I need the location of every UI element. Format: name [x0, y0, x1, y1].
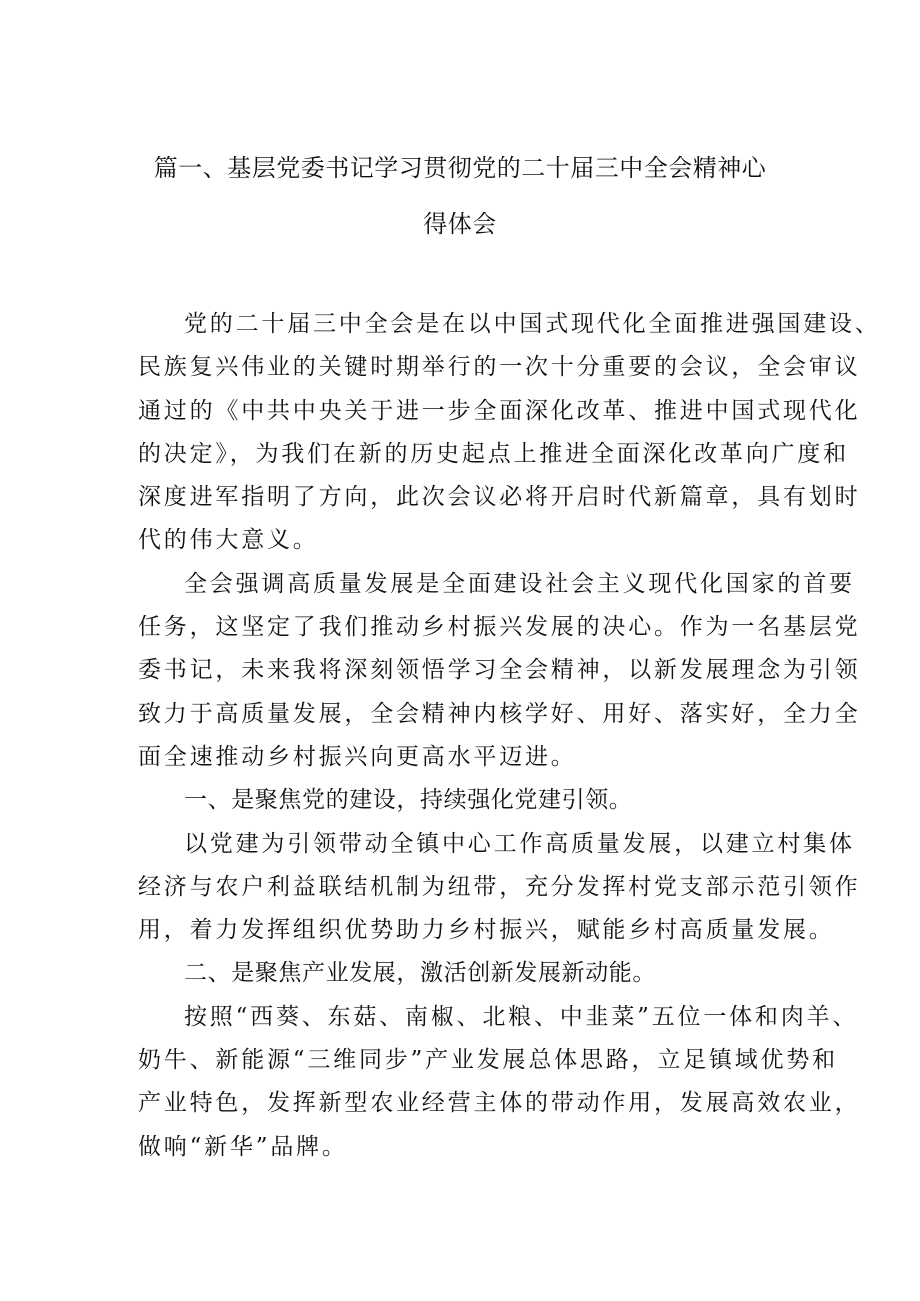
- title-line: 篇一、基层党委书记学习贯彻党的二十届三中全会精神心: [153, 154, 767, 182]
- document-body: [138, 303, 881, 1169]
- section-heading: 二、是聚焦产业发展，激活创新发展新动能。: [184, 960, 656, 987]
- paragraph-line: 深度进军指明了方向，此次会议必将开启时代新篇章，具有划时: [138, 484, 861, 511]
- paragraph-line: 全会强调高质量发展是全面建设社会主义现代化国家的首要: [184, 570, 855, 597]
- paragraph-line: 任务，这坚定了我们推动乡村振兴发展的决心。作为一名基层党: [138, 614, 861, 641]
- document-title: [110, 140, 810, 252]
- paragraph-line: 用，着力发挥组织优势助力乡村振兴，赋能乡村高质量发展。: [138, 917, 835, 944]
- paragraph-line: 做响“新华”品牌。: [138, 1133, 348, 1160]
- paragraph-line: 产业特色，发挥新型农业经营主体的带动作用，发展高效农业，: [138, 1090, 861, 1117]
- title-line: 得体会: [423, 210, 497, 238]
- paragraph-line: 党的二十届三中全会是在以中国式现代化全面推进强国建设、: [184, 311, 881, 337]
- paragraph-line: 按照“西葵、东菇、南椒、北粮、中韭菜”五位一体和肉羊、: [184, 1003, 859, 1030]
- paragraph-line: 致力于高质量发展，全会精神内核学好、用好、落实好，全力全: [138, 700, 861, 727]
- section-heading: 一、是聚焦党的建设，持续强化党建引领。: [184, 787, 633, 814]
- paragraph-line: 以党建为引领带动全镇中心工作高质量发展，以建立村集体: [184, 830, 855, 857]
- paragraph-line: 委书记，未来我将深刻领悟学习全会精神，以新发展理念为引领: [138, 657, 861, 684]
- paragraph-line: 代的伟大意义。: [138, 527, 319, 554]
- paragraph-line: 奶牛、新能源“三维同步”产业发展总体思路，立足镇域优势和: [138, 1047, 838, 1074]
- paragraph-line: 民族复兴伟业的关键时期举行的一次十分重要的会议，全会审议: [138, 354, 861, 381]
- paragraph-line: 面全速推动乡村振兴向更高水平迈进。: [138, 743, 577, 770]
- paragraph-line: 经济与农户利益联结机制为纽带，充分发挥村党支部示范引领作: [138, 873, 861, 900]
- paragraph-line: 通过的《中共中央关于进一步全面深化改革、推进中国式现代化: [138, 397, 861, 424]
- paragraph-line: 的决定》，为我们在新的历史起点上推进全面深化改革向广度和: [138, 440, 849, 467]
